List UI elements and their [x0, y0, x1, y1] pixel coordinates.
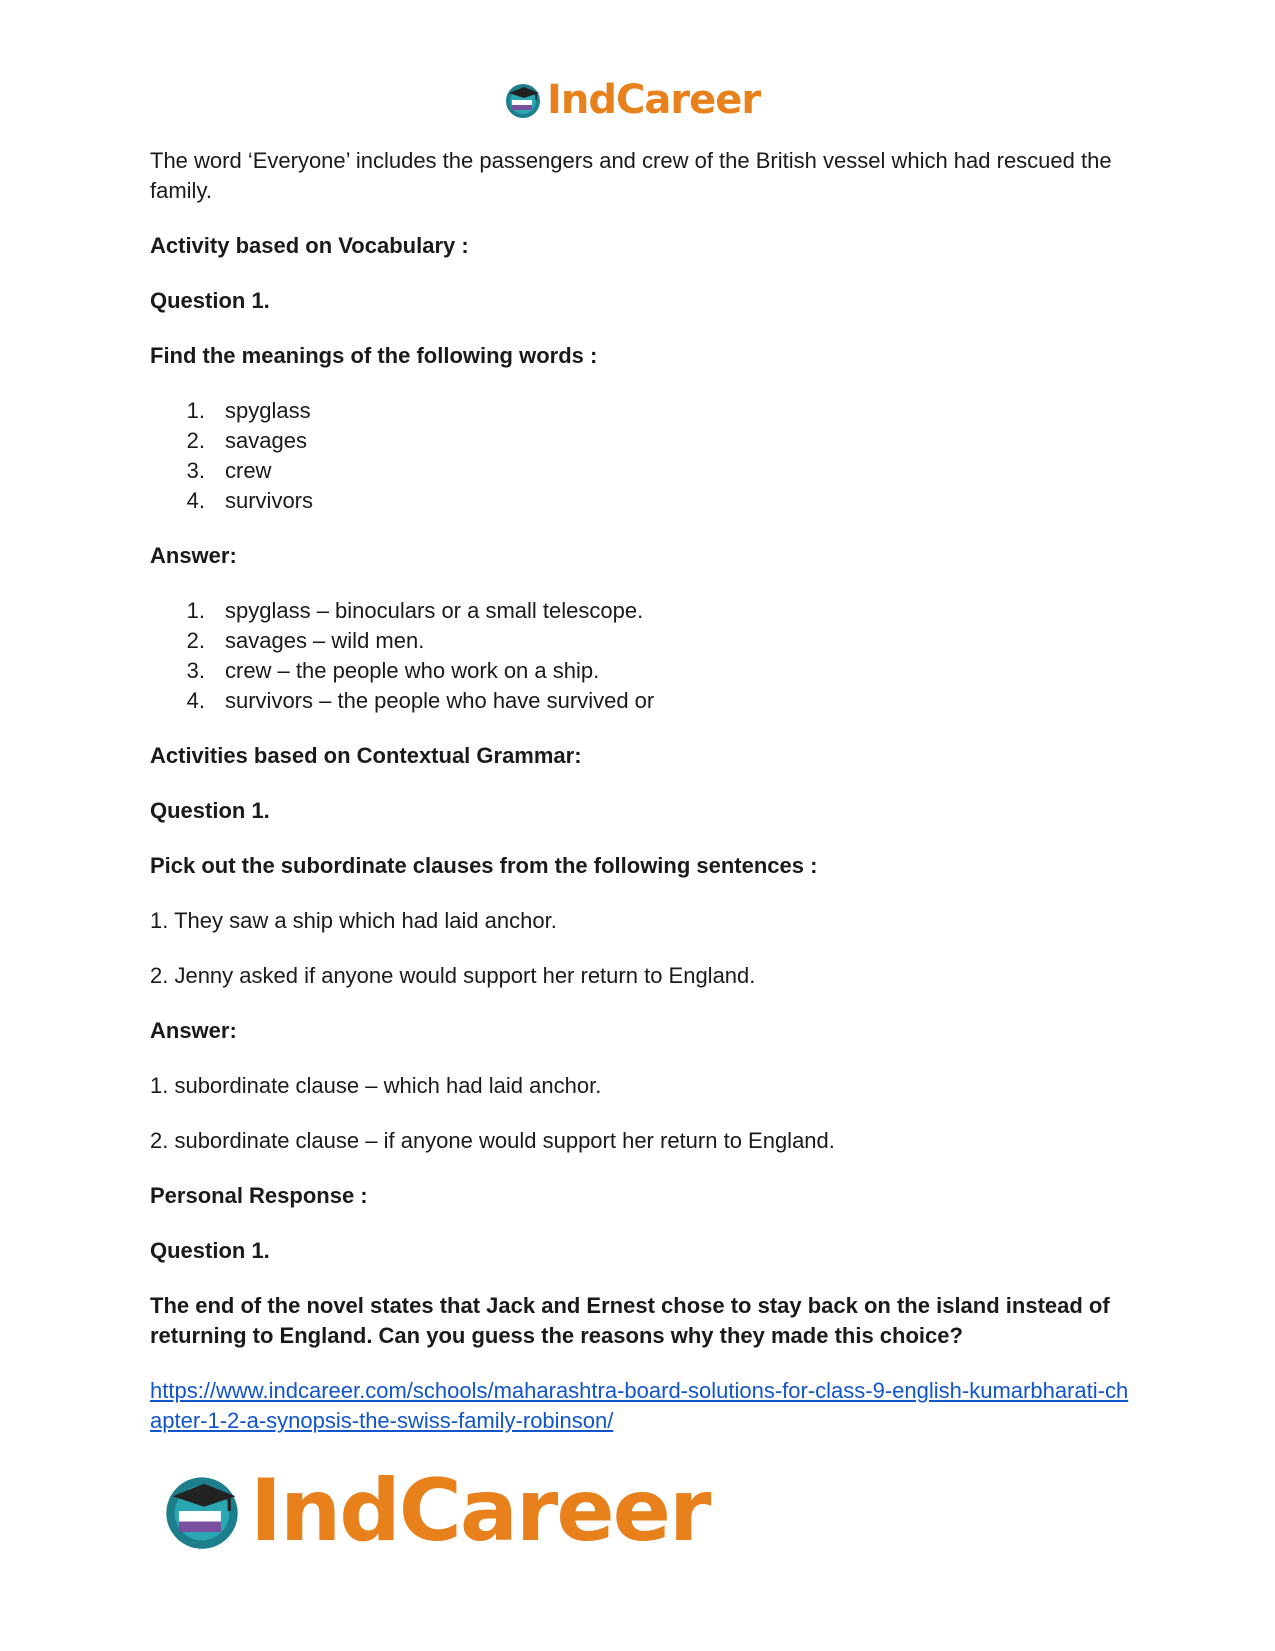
vocab-word-list	[150, 396, 1130, 516]
vocab-answer-label: Answer:	[150, 543, 237, 568]
graduation-book-icon	[160, 1469, 244, 1553]
logo-text: IndCareer	[547, 77, 761, 123]
grammar-sentence: 2. Jenny asked if anyone would support her return to England.	[150, 963, 756, 988]
grammar-question-label: Question 1.	[150, 798, 270, 823]
list-item: 1. spyglass	[186, 398, 311, 423]
header-logo	[503, 77, 761, 123]
vocab-answer-list	[150, 596, 1130, 716]
personal-question-label: Question 1.	[150, 1238, 270, 1263]
list-item: 4. survivors	[186, 488, 314, 513]
list-item: 3. crew – the people who work on a ship.	[186, 658, 600, 683]
grammar-sentence: 1. They saw a ship which had laid anchor.	[150, 908, 557, 933]
footer-logo	[160, 1461, 710, 1561]
personal-heading: Personal Response :	[150, 1183, 368, 1208]
personal-question: The end of the novel states that Jack and Ernest chose to stay back on the island instead of returning to England. Can you guess the reasons why they made this choice?	[150, 1293, 1110, 1348]
grammar-question: Pick out the subordinate clauses from the following sentences :	[150, 853, 818, 878]
vocab-question: Find the meanings of the following words :	[150, 343, 598, 368]
vocab-heading: Activity based on Vocabulary :	[150, 233, 469, 258]
list-item: 4. survivors – the people who have survived or	[186, 688, 655, 713]
list-item: 3. crew	[186, 458, 272, 483]
logo-text: IndCareer	[250, 1461, 710, 1561]
list-item: 1. spyglass – binoculars or a small telescope.	[186, 598, 644, 623]
vocab-question-label: Question 1.	[150, 288, 270, 313]
grammar-heading: Activities based on Contextual Grammar:	[150, 743, 582, 768]
grammar-answer-label: Answer:	[150, 1018, 237, 1043]
list-item: 2. savages	[186, 428, 307, 453]
source-link[interactable]: https://www.indcareer.com/schools/maharashtra-board-solutions-for-class-9-english-kumarbharati-chapter-1-2-a-synopsis-the-swiss-family-robinson/	[150, 1378, 1129, 1433]
list-item: 2. savages – wild men.	[186, 628, 425, 653]
document-body	[150, 146, 1130, 1436]
graduation-book-icon	[503, 80, 543, 120]
intro-paragraph: The word ‘Everyone’ includes the passengers and crew of the British vessel which had rescued the family.	[150, 148, 1112, 203]
grammar-answer: 1. subordinate clause – which had laid anchor.	[150, 1073, 602, 1098]
grammar-answer: 2. subordinate clause – if anyone would support her return to England.	[150, 1128, 835, 1153]
